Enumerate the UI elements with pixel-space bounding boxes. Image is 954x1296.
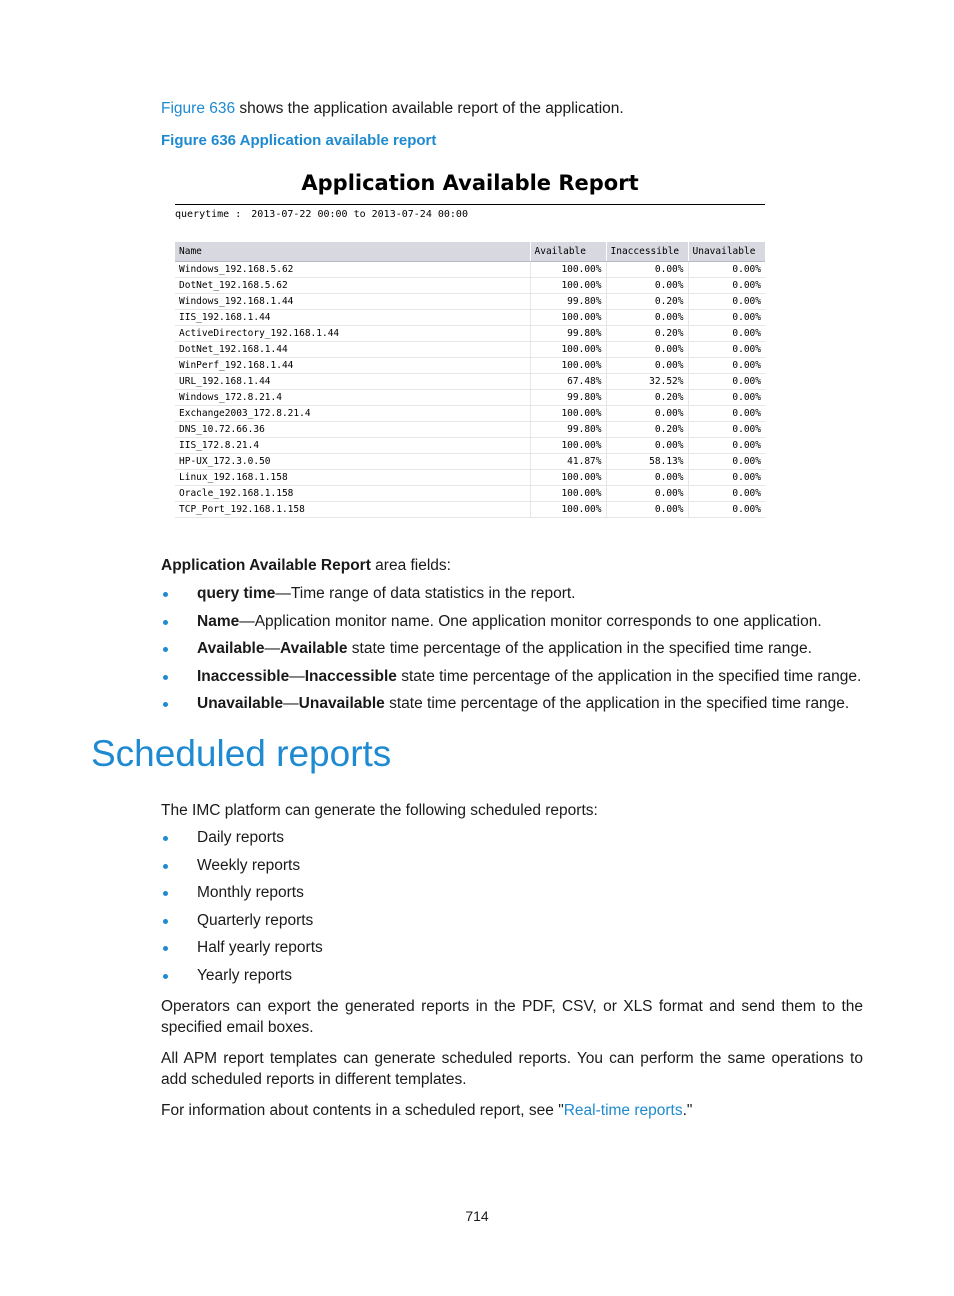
- cell-percentage: 0.00%: [688, 486, 765, 502]
- field-description: —Application monitor name. One application monitor corresponds to one application.: [239, 612, 822, 630]
- intro-paragraph: [161, 100, 624, 118]
- table-row: [175, 262, 765, 278]
- cell-percentage: 0.00%: [606, 486, 688, 502]
- contents-text-post: .": [682, 1102, 693, 1119]
- export-paragraph: Operators can export the generated reports in the PDF, CSV, or XLS format and send them to the specified email boxes.: [161, 998, 863, 1036]
- field-description: state time percentage of the application in the specified time range.: [347, 640, 812, 657]
- cell-name: Exchange2003_172.8.21.4: [175, 406, 530, 422]
- cell-percentage: 100.00%: [530, 470, 606, 486]
- table-row: [175, 438, 765, 454]
- field-description: —Time range of data statistics in the report.: [275, 585, 576, 602]
- field-description: state time percentage of the application in the specified time range.: [396, 667, 862, 685]
- cell-name: Oracle_192.168.1.158: [175, 486, 530, 502]
- cell-name: IIS_172.8.21.4: [175, 438, 530, 454]
- table-header-row: [175, 242, 765, 262]
- list-item: [161, 694, 861, 722]
- cell-name: Windows_172.8.21.4: [175, 390, 530, 406]
- column-header-unavailable: Unavailable: [688, 242, 765, 262]
- cell-percentage: 100.00%: [530, 358, 606, 374]
- cell-percentage: 0.00%: [606, 438, 688, 454]
- cell-percentage: 0.00%: [606, 278, 688, 294]
- field-term-state: Unavailable: [298, 695, 385, 712]
- table-row: [175, 294, 765, 310]
- cell-percentage: 0.20%: [606, 390, 688, 406]
- column-header-inaccessible: Inaccessible: [606, 242, 688, 262]
- cell-percentage: 0.00%: [688, 470, 765, 486]
- cell-name: IIS_192.168.1.44: [175, 310, 530, 326]
- field-term-state: Inaccessible: [304, 667, 397, 685]
- cell-percentage: 0.00%: [606, 470, 688, 486]
- table-row: [175, 470, 765, 486]
- figure-636-link[interactable]: Figure 636: [161, 100, 236, 117]
- field-term: Inaccessible: [197, 667, 290, 685]
- cell-percentage: 100.00%: [530, 262, 606, 278]
- table-row: [175, 502, 765, 518]
- field-separator: —: [264, 640, 280, 657]
- cell-percentage: 0.00%: [606, 406, 688, 422]
- bullet-icon: [163, 864, 168, 869]
- list-item-label: Weekly reports: [197, 856, 301, 874]
- templates-paragraph: All APM report templates can generate scheduled reports. You can perform the same operations to add scheduled reports in different templates.: [161, 1050, 863, 1088]
- cell-percentage: 100.00%: [530, 486, 606, 502]
- cell-percentage: 100.00%: [530, 502, 606, 518]
- cell-percentage: 0.00%: [688, 438, 765, 454]
- field-separator: —: [283, 695, 299, 712]
- query-time-label: querytime :: [175, 209, 242, 220]
- table-row: [175, 278, 765, 294]
- cell-percentage: 0.00%: [688, 326, 765, 342]
- field-term-state: Available: [280, 640, 348, 657]
- table-row: [175, 326, 765, 342]
- cell-name: DotNet_192.168.1.44: [175, 342, 530, 358]
- cell-percentage: 0.00%: [606, 310, 688, 326]
- contents-text-pre: For information about contents in a scheduled report, see ": [161, 1102, 564, 1119]
- bullet-icon: [163, 702, 168, 707]
- list-item: [161, 938, 323, 966]
- bullet-icon: [163, 620, 168, 625]
- list-item-label: Monthly reports: [197, 884, 304, 901]
- section-intro: The IMC platform can generate the following scheduled reports:: [161, 802, 598, 819]
- cell-percentage: 0.00%: [688, 406, 765, 422]
- cell-percentage: 100.00%: [530, 310, 606, 326]
- list-item-label: Yearly reports: [197, 966, 293, 984]
- column-header-name: Name: [175, 242, 530, 262]
- fields-intro-bold: Application Available Report: [161, 557, 371, 574]
- cell-name: Linux_192.168.1.158: [175, 470, 530, 486]
- bullet-icon: [163, 592, 168, 597]
- query-time-value: 2013-07-22 00:00 to 2013-07-24 00:00: [251, 209, 468, 220]
- field-description: state time percentage of the application in the specified time range.: [384, 695, 850, 712]
- section-heading: Scheduled reports: [91, 733, 392, 774]
- bullet-icon: [163, 836, 168, 841]
- report-table: [175, 242, 765, 518]
- list-item: [161, 584, 861, 612]
- fields-list: [161, 584, 861, 722]
- cell-percentage: 0.00%: [688, 262, 765, 278]
- cell-percentage: 100.00%: [530, 278, 606, 294]
- table-row: [175, 310, 765, 326]
- scheduled-reports-list: [161, 828, 323, 993]
- list-item-label: Half yearly reports: [197, 939, 323, 956]
- report-table-body: [175, 262, 765, 518]
- cell-name: HP-UX_172.3.0.50: [175, 454, 530, 470]
- table-row: [175, 486, 765, 502]
- field-separator: —: [289, 667, 305, 685]
- cell-percentage: 0.00%: [606, 502, 688, 518]
- cell-percentage: 0.20%: [606, 422, 688, 438]
- list-item: [161, 966, 323, 994]
- field-term: Unavailable: [197, 695, 284, 712]
- cell-percentage: 67.48%: [530, 374, 606, 390]
- cell-name: TCP_Port_192.168.1.158: [175, 502, 530, 518]
- cell-percentage: 58.13%: [606, 454, 688, 470]
- cell-percentage: 0.00%: [688, 502, 765, 518]
- bullet-icon: [163, 974, 168, 979]
- field-term: Name: [197, 612, 240, 630]
- figure-caption: Figure 636 Application available report: [161, 132, 437, 149]
- table-row: [175, 342, 765, 358]
- cell-percentage: 0.00%: [688, 422, 765, 438]
- cell-percentage: 99.80%: [530, 422, 606, 438]
- cell-percentage: 0.00%: [688, 310, 765, 326]
- report-title: Application Available Report: [301, 171, 639, 195]
- real-time-reports-link[interactable]: Real-time reports: [563, 1102, 683, 1119]
- table-row: [175, 422, 765, 438]
- cell-percentage: 100.00%: [530, 438, 606, 454]
- cell-name: DotNet_192.168.5.62: [175, 278, 530, 294]
- field-term: query time: [197, 585, 276, 602]
- table-row: [175, 406, 765, 422]
- cell-percentage: 100.00%: [530, 342, 606, 358]
- list-item: [161, 883, 323, 911]
- list-item-label: Quarterly reports: [197, 911, 314, 929]
- table-row: [175, 454, 765, 470]
- bullet-icon: [163, 919, 168, 924]
- page-number: 714: [465, 1208, 489, 1224]
- list-item: [161, 911, 323, 939]
- bullet-icon: [163, 891, 168, 896]
- cell-percentage: 0.00%: [606, 358, 688, 374]
- report-figure: [175, 168, 765, 518]
- cell-name: Windows_192.168.1.44: [175, 294, 530, 310]
- table-row: [175, 374, 765, 390]
- cell-name: WinPerf_192.168.1.44: [175, 358, 530, 374]
- fields-intro: [161, 557, 451, 575]
- cell-percentage: 99.80%: [530, 326, 606, 342]
- cell-percentage: 32.52%: [606, 374, 688, 390]
- cell-percentage: 99.80%: [530, 294, 606, 310]
- cell-percentage: 0.00%: [688, 278, 765, 294]
- cell-percentage: 0.00%: [606, 342, 688, 358]
- column-header-available: Available: [530, 242, 606, 262]
- cell-percentage: 100.00%: [530, 406, 606, 422]
- cell-name: URL_192.168.1.44: [175, 374, 530, 390]
- cell-name: DNS_10.72.66.36: [175, 422, 530, 438]
- list-item: [161, 639, 861, 667]
- field-term: Available: [197, 640, 265, 657]
- cell-percentage: 0.00%: [606, 262, 688, 278]
- intro-text: shows the application available report of the application.: [235, 100, 624, 117]
- cell-percentage: 0.00%: [688, 342, 765, 358]
- query-time-row: [175, 208, 765, 222]
- list-item: [161, 856, 323, 884]
- cell-percentage: 99.80%: [530, 390, 606, 406]
- cell-percentage: 0.20%: [606, 294, 688, 310]
- cell-name: ActiveDirectory_192.168.1.44: [175, 326, 530, 342]
- table-row: [175, 390, 765, 406]
- cell-percentage: 0.00%: [688, 390, 765, 406]
- cell-name: Windows_192.168.5.62: [175, 262, 530, 278]
- cell-percentage: 41.87%: [530, 454, 606, 470]
- cell-percentage: 0.00%: [688, 294, 765, 310]
- bullet-icon: [163, 675, 168, 680]
- list-item: [161, 667, 861, 695]
- fields-intro-text: area fields:: [370, 557, 451, 574]
- contents-paragraph: [161, 1100, 863, 1121]
- bullet-icon: [163, 647, 168, 652]
- table-row: [175, 358, 765, 374]
- cell-percentage: 0.00%: [688, 374, 765, 390]
- report-divider: [175, 204, 765, 205]
- list-item: [161, 828, 323, 856]
- cell-percentage: 0.00%: [688, 454, 765, 470]
- bullet-icon: [163, 946, 168, 951]
- cell-percentage: 0.20%: [606, 326, 688, 342]
- list-item: [161, 612, 861, 640]
- list-item-label: Daily reports: [197, 829, 284, 846]
- cell-percentage: 0.00%: [688, 358, 765, 374]
